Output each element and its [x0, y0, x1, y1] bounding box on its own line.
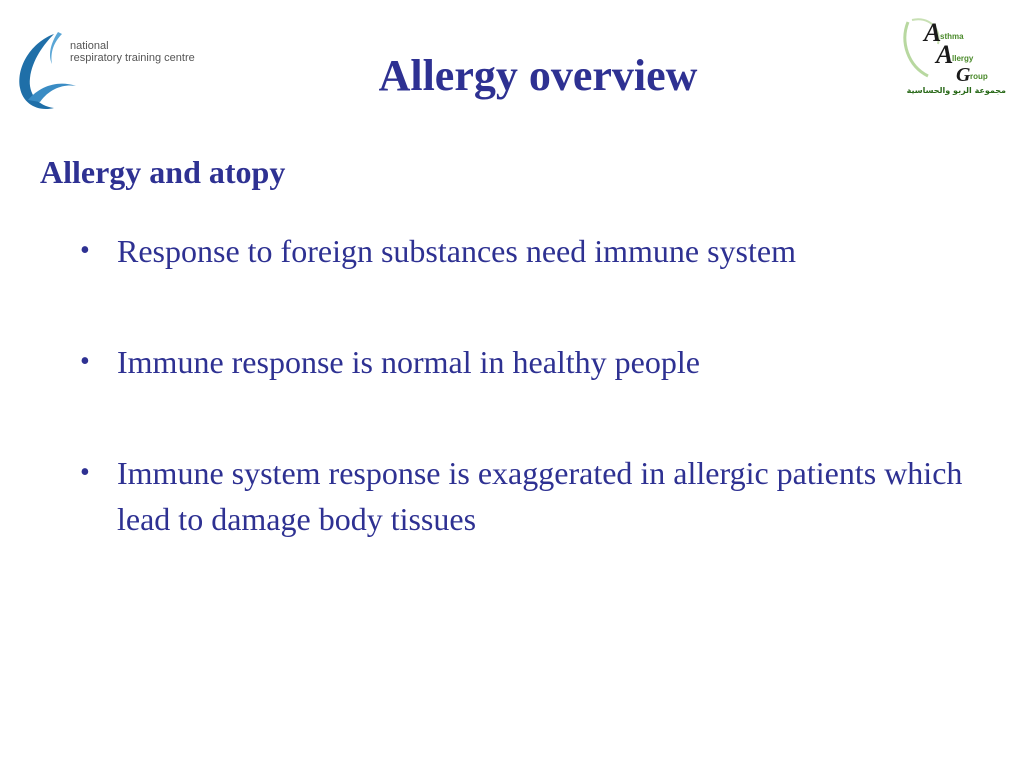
- bullet-icon: •: [80, 235, 90, 266]
- bullet-item: [80, 450, 980, 542]
- nrtc-logo-line1: national: [70, 40, 109, 52]
- aag-word-asthma: sthma: [940, 32, 964, 41]
- bullet-item: [80, 228, 980, 274]
- bullet-icon: •: [80, 346, 90, 377]
- bullet-text: Response to foreign substances need immune system: [117, 233, 796, 269]
- bullet-text: Immune response is normal in healthy people: [117, 344, 700, 380]
- slide-title: Allergy overview: [378, 51, 698, 100]
- aag-word-group: roup: [970, 72, 988, 81]
- bullet-item: [80, 339, 980, 385]
- aag-letter-a2: A: [936, 40, 954, 69]
- bullet-icon: •: [80, 457, 90, 488]
- aag-letter-a1: A: [924, 18, 942, 47]
- nrtc-logo-line2: respiratory training centre: [70, 52, 195, 64]
- slide-subtitle: Allergy and atopy: [40, 154, 286, 190]
- aag-word-allergy: llergy: [952, 54, 974, 63]
- aag-arabic-text: مجموعة الربو والحساسية: [906, 86, 1006, 95]
- bullet-list: [80, 228, 980, 542]
- aag-letter-g: G: [956, 64, 971, 86]
- bullet-text: Immune system response is exaggerated in allergic patients which lead to damage body tissues: [117, 455, 963, 537]
